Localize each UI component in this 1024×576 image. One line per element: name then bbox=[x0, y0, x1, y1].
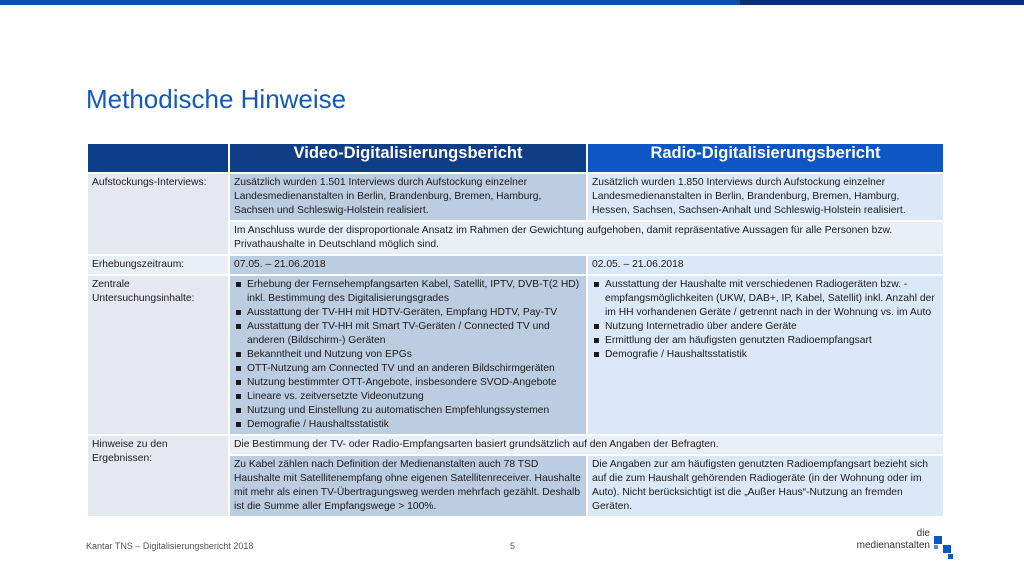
cell-zeitraum-video: 07.05. – 21.06.2018 bbox=[230, 256, 586, 274]
cell-aufstockung-video: Zusätzlich wurden 1.501 Interviews durch Aufstockung einzelner Landesmedienanstalten in Berlin, Brandenburg, Bremen, Hamburg, Sachsen und Schleswig-Holstein realisiert. bbox=[230, 174, 586, 220]
bullet-icon bbox=[236, 324, 241, 329]
row-label-aufstockung: Aufstockungs-Interviews: bbox=[88, 174, 228, 254]
list-item: Nutzung bestimmter OTT-Angebote, insbesondere SVOD-Angebote bbox=[234, 376, 582, 390]
video-content-list bbox=[234, 278, 582, 432]
bullet-icon bbox=[594, 282, 599, 287]
list-item: Lineare vs. zeitversetzte Videonutzung bbox=[234, 390, 582, 404]
list-item: Demografie / Haushaltsstatistik bbox=[592, 348, 939, 362]
list-item: Demografie / Haushaltsstatistik bbox=[234, 418, 582, 432]
bullet-icon bbox=[236, 282, 241, 287]
list-item: Ausstattung der TV-HH mit HDTV-Geräten, Empfang HDTV, Pay-TV bbox=[234, 306, 582, 320]
cell-hinweise-radio: Die Angaben zur am häufigsten genutzten Radioempfangsart bezieht sich auf die zum Haushalt gehörenden Radiogeräte (in der Wohnung oder im Auto). Nicht berücksichtigt ist die „Außer Haus“-Nutzung an fremden Geräten. bbox=[588, 456, 943, 516]
list-item: Bekanntheit und Nutzung von EPGs bbox=[234, 348, 582, 362]
cell-hinweise-shared: Die Bestimmung der TV- oder Radio-Empfangsarten basiert grundsätzlich auf den Angaben der Befragten. bbox=[230, 436, 943, 454]
logo-square-icon bbox=[934, 536, 942, 544]
bullet-icon bbox=[236, 352, 241, 357]
page-number: 5 bbox=[510, 541, 516, 551]
header-corner-cell bbox=[88, 144, 228, 172]
medienanstalten-logo bbox=[848, 524, 958, 564]
bullet-icon bbox=[236, 380, 241, 385]
table-row-hinweise-shared bbox=[88, 436, 943, 454]
page-title: Methodische Hinweise bbox=[86, 84, 347, 114]
table-row-zeitraum bbox=[88, 256, 943, 274]
table-row-aufstockung bbox=[88, 174, 943, 220]
cell-inhalte-video bbox=[230, 276, 586, 434]
bullet-icon bbox=[236, 408, 241, 413]
methodology-table bbox=[86, 142, 945, 518]
cell-aufstockung-shared: Im Anschluss wurde der disproportionale Ansatz im Rahmen der Gewichtung aufgehoben, damit repräsentative Aussagen für alle Personen bzw. Privathaushalte in Deutschland möglich sind. bbox=[230, 222, 943, 254]
table-header-row bbox=[88, 144, 943, 172]
list-item: Ermittlung der am häufigsten genutzten Radioempfangsart bbox=[592, 334, 939, 348]
cell-inhalte-radio bbox=[588, 276, 943, 434]
row-label-inhalte: Zentrale Untersuchungsinhalte: bbox=[88, 276, 228, 434]
list-item: Ausstattung der TV-HH mit Smart TV-Geräten / Connected TV und anderen (Bildschirm-) Geräten bbox=[234, 320, 582, 348]
list-item: Nutzung und Einstellung zu automatischen Empfehlungssystemen bbox=[234, 404, 582, 418]
bullet-icon bbox=[236, 310, 241, 315]
logo-text-line2: medienanstalten bbox=[856, 540, 930, 551]
row-label-zeitraum: Erhebungszeitraum: bbox=[88, 256, 228, 274]
cell-hinweise-video: Zu Kabel zählen nach Definition der Medienanstalten auch 78 TSD Haushalte mit Satellitenempfang ohne eigenen Satellitenreceiver. Haushalte mit mehr als einen TV-Übertragungsweg werden mehrfach gezählt. Deshalb ist die Summe aller Empfangswege > 100%. bbox=[230, 456, 586, 516]
row-label-hinweise: Hinweise zu den Ergebnissen: bbox=[88, 436, 228, 516]
list-item: Nutzung Internetradio über andere Geräte bbox=[592, 320, 939, 334]
table-row-inhalte bbox=[88, 276, 943, 434]
logo-square-icon bbox=[934, 545, 938, 549]
footer-source: Kantar TNS – Digitalisierungsbericht 2018 bbox=[86, 541, 254, 551]
header-radio-report: Radio-Digitalisierungsbericht bbox=[588, 144, 943, 172]
header-video-report: Video-Digitalisierungsbericht bbox=[230, 144, 586, 172]
logo-square-icon bbox=[948, 554, 953, 559]
logo-square-icon bbox=[943, 545, 951, 553]
bullet-icon bbox=[594, 338, 599, 343]
list-item: Ausstattung der Haushalte mit verschiedenen Radiogeräten bzw. -empfangsmöglichkeiten (UKW, DAB+, IP, Kabel, Satellit) inkl. Anzahl der im HH vorhandenen Geräte / getrennt nach in der Wohnung vs. im Auto bbox=[592, 278, 939, 320]
bullet-icon bbox=[236, 366, 241, 371]
bullet-icon bbox=[236, 394, 241, 399]
logo-text-line1: die bbox=[916, 528, 930, 539]
top-accent-bar-dark bbox=[740, 0, 1024, 5]
list-item: OTT-Nutzung am Connected TV und an anderen Bildschirmgeräten bbox=[234, 362, 582, 376]
list-item: Erhebung der Fernsehempfangsarten Kabel, Satellit, IPTV, DVB-T(2 HD) inkl. Bestimmung des Digitalisierungsgrades bbox=[234, 278, 582, 306]
cell-zeitraum-radio: 02.05. – 21.06.2018 bbox=[588, 256, 943, 274]
cell-aufstockung-radio: Zusätzlich wurden 1.850 Interviews durch Aufstockung einzelner Landesmedienanstalten in Berlin, Brandenburg, Bremen, Hamburg, Hessen, Sachsen, Sachsen-Anhalt und Schleswig-Holstein realisiert. bbox=[588, 174, 943, 220]
bullet-icon bbox=[236, 422, 241, 427]
bullet-icon bbox=[594, 352, 599, 357]
radio-content-list bbox=[592, 278, 939, 362]
bullet-icon bbox=[594, 324, 599, 329]
